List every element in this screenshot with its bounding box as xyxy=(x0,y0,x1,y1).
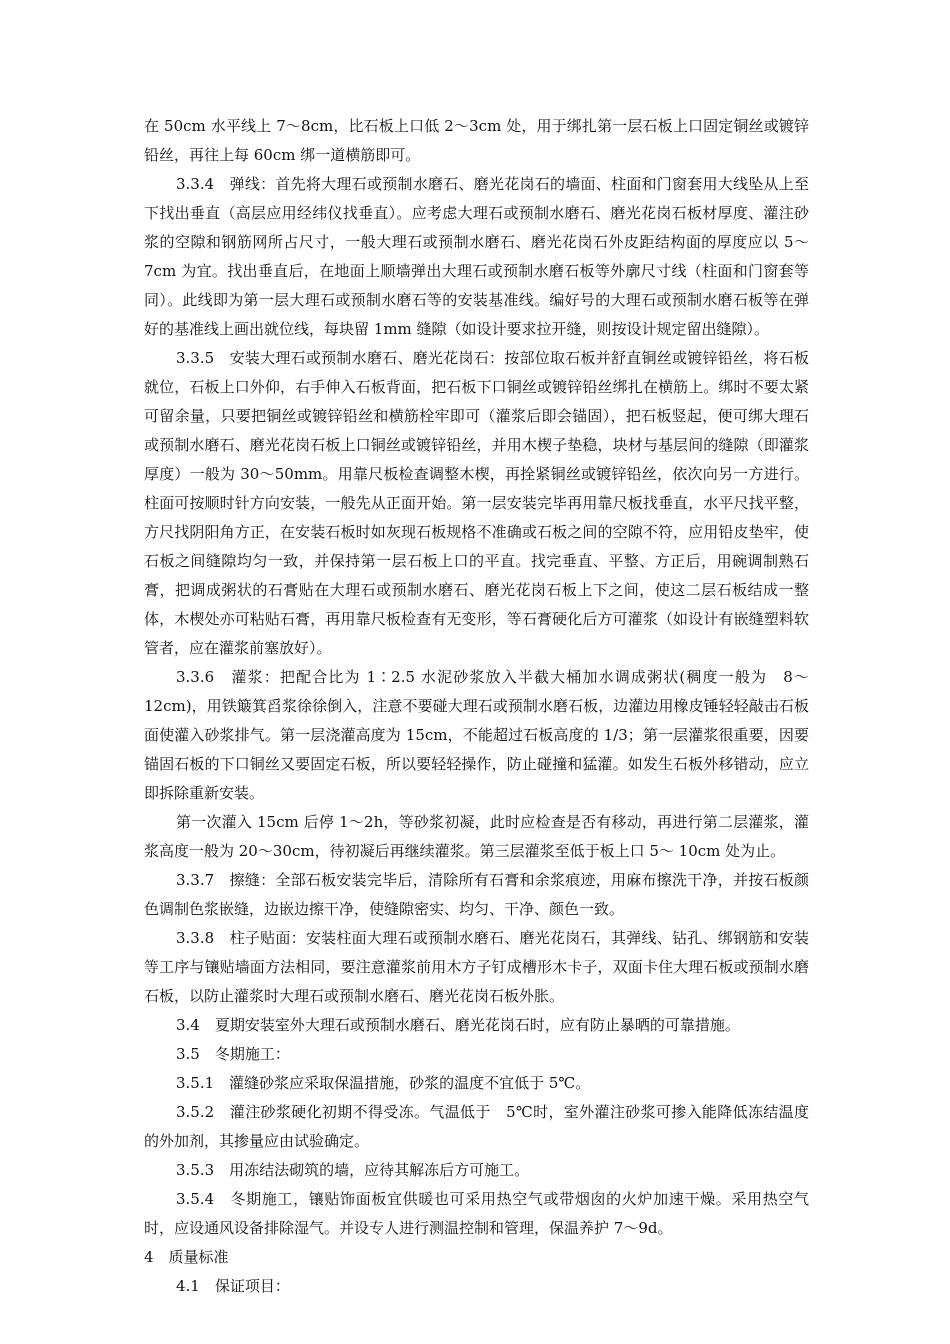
paragraph-3-3-6-grouting: 3.3.6 灌浆：把配合比为 1∶2.5 水泥砂浆放入半截大桶加水调成粥状(稠度一般为 8～12cm)，用铁簸箕舀浆徐徐倒入，注意不要碰大理石或预制水磨石板，边灌边用橡皮锤轻轻敲击石板面使灌入砂浆排气。第一层浇灌高度为 15cm，不能超过石板高度的 1/3；第一层灌浆很重要，因要锚固石板的下口铜丝又要固定石板，所以要轻轻操作，防止碰撞和猛灌。如发生石板外移错动，应立即拆除重新安装。 xyxy=(144,668,809,802)
paragraph-grouting-continued: 第一次灌入 15cm 后停 1～2h，等砂浆初凝，此时应检查是否有移动，再进行第二层灌浆，灌浆高度一般为 20～30cm，待初凝后再继续灌浆。第三层灌浆至低于板上口 5～ 10cm 处为止。 xyxy=(144,813,809,860)
paragraph-3-4-summer: 3.4 夏期安装室外大理石或预制水磨石、磨光花岗石时，应有防止暴晒的可靠措施。 xyxy=(176,1016,740,1034)
paragraph-3-3-8-column-facing: 3.3.8 柱子贴面：安装柱面大理石或预制水磨石、磨光花岗石，其弹线、钻孔、绑钢筋和安装等工序与镶贴墙面方法相同，要注意灌浆前用木方子钉成槽形木卡子，双面卡住大理石板或预制水磨石板，以防止灌浆时大理石或预制水磨石、磨光花岗石板外胀。 xyxy=(144,929,809,1005)
paragraph-4-1-guaranteed-items: 4.1 保证项目： xyxy=(176,1277,290,1295)
paragraph-3-5-winter: 3.5 冬期施工： xyxy=(176,1045,290,1063)
document-page xyxy=(144,112,809,1301)
paragraph-3-5-2: 3.5.2 灌注砂浆硬化初期不得受冻。气温低于 5℃时，室外灌注砂浆可掺入能降低冻结温度的外加剂，其掺量应由试验确定。 xyxy=(144,1103,809,1150)
section-heading-quality-standards: 4 质量标准 xyxy=(144,1248,229,1266)
paragraph-3-3-5-installation: 3.3.5 安装大理石或预制水磨石、磨光花岗石：按部位取石板并舒直铜丝或镀锌铅丝，将石板就位，石板上口外仰，右手伸入石板背面，把石板下口铜丝或镀锌铅丝绑扎在横筋上。绑时不要太紧可留余量，只要把铜丝或镀锌铅丝和横筋栓牢即可（灌浆后即会锚固），把石板竖起，便可绑大理石或预制水磨石、磨光花岗石板上口铜丝或镀锌铅丝，并用木楔子垫稳，块材与基层间的缝隙（即灌浆厚度）一般为 30～50mm。用靠尺板检查调整木楔，再拴紧铜丝或镀锌铅丝，依次向另一方进行。柱面可按顺时针方向安装，一般先从正面开始。第一层安装完毕再用靠尺板找垂直，水平尺找平整，方尺找阴阳角方正，在安装石板时如灰现石板规格不准确或石板之间的空隙不符，应用铅皮垫牢，使石板之间缝隙均匀一致，并保持第一层石板上口的平直。找完垂直、平整、方正后，用碗调制熟石膏，把调成粥状的石膏贴在大理石或预制水磨石、磨光花岗石板上下之间，使这二层石板结成一整体，木楔处亦可粘贴石膏，再用靠尺板检查有无变形，等石膏硬化后方可灌浆（如设计有嵌缝塑料软管者，应在灌浆前塞放好）。 xyxy=(144,349,809,657)
paragraph-3-3-7-joint-wiping: 3.3.7 擦缝：全部石板安装完毕后，清除所有石膏和余浆痕迹，用麻布擦洗干净，并按石板颜色调制色浆嵌缝，边嵌边擦干净，使缝隙密实、均匀、干净、颜色一致。 xyxy=(144,871,809,918)
paragraph-3-5-1: 3.5.1 灌缝砂浆应采取保温措施，砂浆的温度不宜低于 5℃。 xyxy=(176,1074,591,1092)
paragraph-3-5-3: 3.5.3 用冻结法砌筑的墙，应待其解冻后方可施工。 xyxy=(176,1161,530,1179)
paragraph-3-5-4: 3.5.4 冬期施工，镶贴饰面板宜供暖也可采用热空气或带烟囱的火炉加速干燥。采用热空气时，应设通风设备排除湿气。并设专人进行测温控制和管理，保温养护 7～9d。 xyxy=(144,1190,809,1237)
paragraph-continuation: 在 50cm 水平线上 7～8cm，比石板上口低 2～3cm 处，用于绑扎第一层石板上口固定铜丝或镀锌铅丝，再往上每 60cm 绑一道横筋即可。 xyxy=(144,117,809,164)
paragraph-3-3-4-snapping-lines: 3.3.4 弹线：首先将大理石或预制水磨石、磨光花岗石的墙面、柱面和门窗套用大线坠从上至下找出垂直（高层应用经纬仪找垂直）。应考虑大理石或预制水磨石、磨光花岗石板材厚度、灌注砂浆的空隙和钢筋网所占尺寸，一般大理石或预制水磨石、磨光花岗石外皮距结构面的厚度应以 5～7cm 为宜。找出垂直后，在地面上顺墙弹出大理石或预制水磨石板等外廓尺寸线（柱面和门窗套等同）。此线即为第一层大理石或预制水磨石等的安装基准线。编好号的大理石或预制水磨石板等在弹好的基准线上画出就位线，每块留 1mm 缝隙（如设计要求拉开缝，则按设计规定留出缝隙）。 xyxy=(144,175,809,338)
